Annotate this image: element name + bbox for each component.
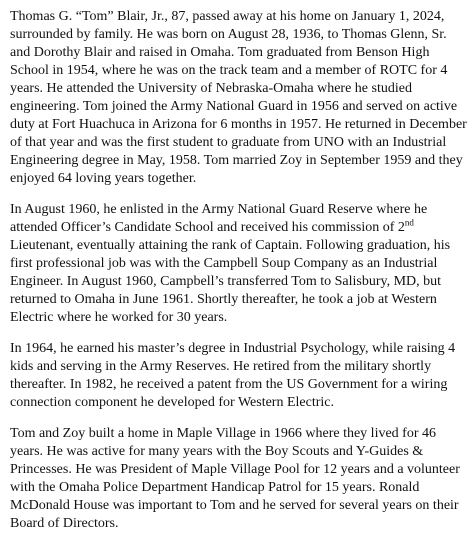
- paragraph-biography: Thomas G. “Tom” Blair, Jr., 87, passed away at his home on January 1, 2024, surrounded by family. He was born on August 28, 1936, to Thomas Glenn, Sr. and Dorothy Blair and raised in Omaha. Tom graduated from Benson High School in 1954, where he was on the track team and a member of ROTC for 4 years. He attended the University of Nebraska-Omaha where he studied engineering. Tom joined the Army National Guard in 1956 and served on active duty at Fort Huachuca in Arizona for 6 months in 1957. He returned in December of that year and was the first student to graduate from UNO with an Industrial Engineering degree in May, 1958. Tom married Zoy in September 1959 and they enjoyed 64 loving years together.: [10, 9, 467, 186]
- paragraph-text-after-superscript: Lieutenant, eventually attaining the rank of Captain. Following graduation, his first professional job was with the Campbell Soup Company as an Industrial Engineer. In August 1960, Campbell’s transferred Tom to Salisbury, MD, but returned to Omaha in June 1961. Shortly thereafter, he took a job at Western Electric where he worked for 30 years.: [10, 238, 451, 325]
- obituary-document: [10, 8, 468, 533]
- paragraph-community: Tom and Zoy built a home in Maple Village in 1966 where they lived for 46 years. He was active for many years with the Boy Scouts and Y-Guides & Princesses. He was President of Maple Village Pool for 12 years and a volunteer with the Omaha Police Department Handicap Patrol for 15 years. Ronald McDonald House was important to Tom and he served for several years on their Board of Directors.: [10, 426, 460, 531]
- ordinal-superscript: nd: [404, 217, 414, 228]
- paragraph-text-before-superscript: In August 1960, he enlisted in the Army National Guard Reserve where he attended Officer’s Candidate School and received his commission of 2: [10, 202, 428, 235]
- paragraph-military-career: [10, 201, 468, 327]
- paragraph-education-patent: In 1964, he earned his master’s degree in Industrial Psychology, while raising 4 kids and serving in the Army Reserves. He retired from the military shortly thereafter. In 1982, he received a patent from the US Government for a wiring connection component he developed for Western Electric.: [10, 341, 456, 410]
